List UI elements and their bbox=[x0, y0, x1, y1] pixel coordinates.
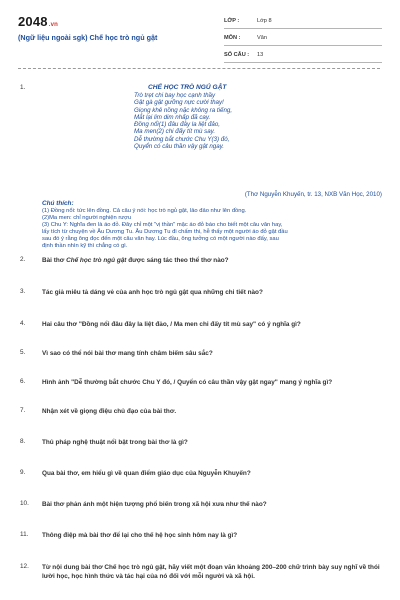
question-text: Bài thơ phản ánh một hiện tượng phổ biến trong xã hội xưa như thế nào? bbox=[42, 501, 267, 508]
question-text-emphasis: Chế học trò ngủ gật bbox=[66, 257, 127, 264]
meta-row-class bbox=[224, 15, 382, 29]
question-text: Hai câu thơ "Đồng nổi đâu đây la liệt đảo, / Ma men chi đấy tít mù say" có ý nghĩa gì? bbox=[42, 321, 301, 328]
meta-label: LỚP : bbox=[224, 18, 240, 24]
meta-row-count bbox=[224, 49, 382, 63]
poem-line: Đồng nổi(1) đâu đây la liệt đảo, bbox=[134, 121, 220, 129]
question-number: 12. bbox=[20, 563, 29, 570]
footnote-line: sau đó ý rằng ông đọc đến một câu văn hay. Lúc đầu, ông tưởng có một người nào đấy, sau bbox=[42, 236, 279, 242]
footnotes-title: Chú thích: bbox=[42, 200, 74, 207]
poem-line: Mắt lại lim dim nhấp đã cay. bbox=[134, 113, 211, 121]
logo-suffix: .vn bbox=[48, 22, 59, 28]
poem-line: Dễ thường bắt chước Chu Y(3) đó, bbox=[134, 135, 230, 143]
question-number: 8. bbox=[20, 438, 26, 445]
poem-title: CHẾ HỌC TRÒ NGỦ GẬT bbox=[148, 84, 227, 91]
question-number: 7. bbox=[20, 407, 26, 414]
meta-value: Lớp 8 bbox=[257, 18, 272, 24]
question-number: 9. bbox=[20, 469, 26, 476]
meta-value: 13 bbox=[257, 52, 264, 58]
question-number: 3. bbox=[20, 288, 26, 295]
question-text: Vì sao có thể nói bài thơ mang tính châm biếm sâu sắc? bbox=[42, 350, 213, 357]
meta-label: MÔN : bbox=[224, 35, 241, 41]
footnote-line: (1) Đồng nổi: tức lên đồng. Cả câu ý nói: học trò ngủ gật, lảo đảo như lên đồng. bbox=[42, 208, 247, 214]
footnote-line: định thần nhìn kỹ thì chẳng có gì. bbox=[42, 243, 128, 249]
footnote-line: (2)Ma men: chỉ người nghiện rượu bbox=[42, 215, 132, 221]
logo-text: 2048 bbox=[18, 14, 48, 29]
poem-line: Quyển có câu thần vậy gật ngay. bbox=[134, 143, 225, 151]
meta-row-subject bbox=[224, 32, 382, 46]
page-header bbox=[0, 0, 400, 64]
question-number: 10. bbox=[20, 500, 29, 507]
item-number: 1. bbox=[20, 84, 26, 91]
question-text: Hình ảnh "Dễ thường bắt chước Chu Y đó, / Quyển có câu thần vậy gật ngay" mang ý nghĩa gì? bbox=[42, 379, 333, 386]
question-number: 4. bbox=[20, 320, 26, 327]
question-number: 5. bbox=[20, 349, 26, 356]
question-number: 2. bbox=[20, 256, 26, 263]
footnotes bbox=[42, 200, 382, 250]
question-text: Tác giả miêu tả dáng vẻ của anh học trò ngủ gật qua những chi tiết nào? bbox=[42, 289, 263, 296]
question-number: 11. bbox=[20, 531, 29, 538]
question-text: Thông điệp mà bài thơ để lại cho thế hệ học sinh hôm nay là gì? bbox=[42, 532, 238, 539]
poem-line: Gật gà gật gưỡng nực cười thay! bbox=[134, 99, 224, 107]
document-subtitle: (Ngữ liệu ngoài sgk) Chế học trò ngủ gật bbox=[18, 33, 158, 42]
footnote-line: (3) Chu Y: Nghĩa đen là áo đỏ. Đây chỉ một "vị thần" mặc áo đỏ báo cho biết một câu văn hay, bbox=[42, 222, 283, 228]
footnote-line: lấy tích từ chuyện về Âu Dương Tu. Âu Dương Tu đi chấm thi, hễ thấy một người áo đỏ gật đầu bbox=[42, 229, 288, 235]
question-text: Thủ pháp nghệ thuật nổi bật trong bài thơ là gì? bbox=[42, 439, 188, 446]
question-text: Từ nội dung bài thơ Chế học trò ngủ gật, hãy viết một đoạn văn khoảng 200–200 chữ trình bày suy nghĩ về thói lười học, học hình thức và tác hại của nó đối với mỗi người và xã hội. bbox=[42, 564, 380, 580]
site-logo[interactable] bbox=[18, 14, 58, 29]
poem-block bbox=[134, 84, 384, 150]
meta-value: Văn bbox=[257, 35, 267, 41]
question-text-post: được sáng tác theo thể thơ nào? bbox=[126, 257, 229, 264]
question-text: Qua bài thơ, em hiểu gì về quan điểm giáo dục của Nguyễn Khuyến? bbox=[42, 470, 251, 477]
poem-line: Trò trẹt chi bay học cạnh thầy bbox=[134, 92, 216, 99]
question-text bbox=[42, 256, 382, 265]
meta-label: SỐ CÂU : bbox=[224, 52, 250, 58]
header-divider bbox=[18, 68, 380, 69]
poem-line: Ma men(2) chi đấy tít mù say. bbox=[134, 128, 216, 136]
question-text: Nhận xét về giọng điệu chủ đạo của bài thơ. bbox=[42, 408, 177, 415]
poem-source: (Thơ Nguyễn Khuyến, tr. 13, NXB Văn Học, 2010) bbox=[244, 191, 382, 198]
poem-line: Giọng khê nồng nặc không ra tiếng, bbox=[134, 106, 233, 114]
meta-box bbox=[224, 15, 382, 66]
question-number: 6. bbox=[20, 378, 26, 385]
question-text-pre: Bài thơ bbox=[42, 257, 67, 264]
